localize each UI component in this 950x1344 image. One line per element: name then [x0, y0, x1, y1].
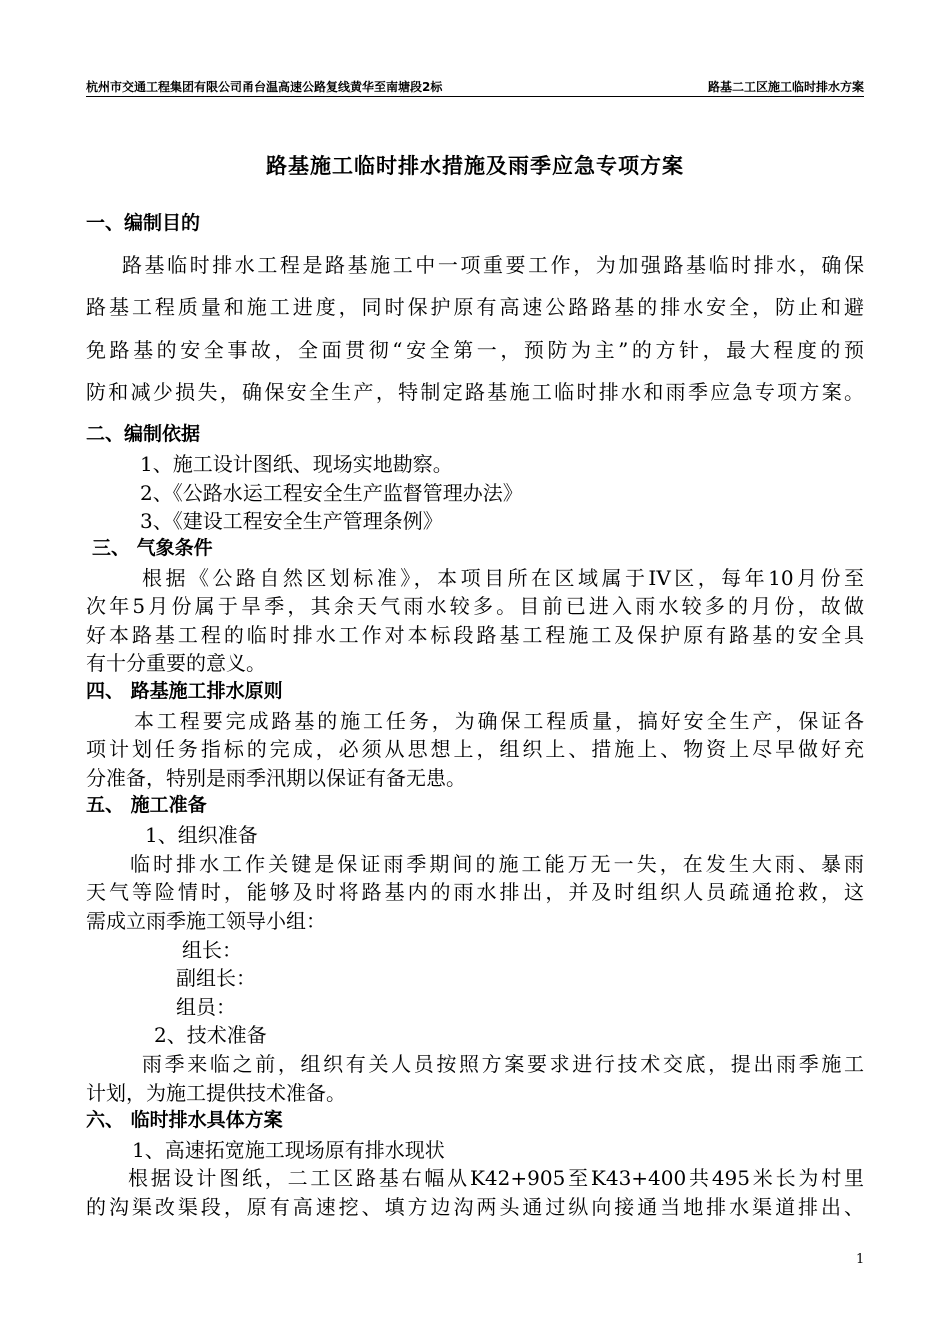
section-heading-3: 三、 气象条件 [92, 537, 213, 559]
document-title: 路基施工临时排水措施及雨季应急专项方案 [266, 154, 684, 178]
section-heading-5: 五、 施工准备 [86, 794, 207, 816]
page-number: 1 [856, 1252, 865, 1267]
paragraph-line: 分准备，特别是雨季汛期以保证有备无患。 [86, 766, 466, 790]
page-header [86, 76, 864, 97]
paragraph-line: 根据设计图纸，二工区路基右幅从K42+905至K43+400共495米长为村里 [128, 1166, 864, 1190]
subsection-heading: 1、高速拓宽施工现场原有排水现状 [132, 1138, 445, 1162]
paragraph-line: 天气等险情时，能够及时将路基内的雨水排出，并及时组织人员疏通抢救，这 [86, 880, 864, 904]
header-doc-title: 路基二工区施工临时排水方案 [707, 80, 864, 94]
paragraph-line: 临时排水工作关键是保证雨季期间的施工能万无一失，在发生大雨、暴雨 [130, 852, 864, 876]
section-heading-2: 二、编制依据 [86, 423, 201, 445]
paragraph-line: 需成立雨季施工领导小组： [86, 909, 326, 933]
paragraph-line: 防和减少损失，确保安全生产，特制定路基施工临时排水和雨季应急专项方案。 [86, 380, 864, 404]
paragraph-line: 的沟渠改渠段，原有高速挖、填方边沟两头通过纵向接通当地排水渠道排出、 [86, 1195, 864, 1219]
group-leader-label: 组长： [182, 938, 242, 962]
list-item: 1、施工设计图纸、现场实地勘察。 [140, 452, 453, 476]
paragraph-line: 有十分重要的意义。 [86, 651, 266, 675]
paragraph-line: 路基临时排水工程是路基施工中一项重要工作，为加强路基临时排水，确保 [122, 253, 864, 277]
paragraph-line: 好本路基工程的临时排水工作对本标段路基工程施工及保护原有路基的安全具 [86, 623, 864, 647]
paragraph-line: 免路基的安全事故，全面贯彻“安全第一，预防为主”的方针，最大程度的预 [86, 338, 864, 362]
paragraph-line: 路基工程质量和施工进度，同时保护原有高速公路路基的排水安全，防止和避 [86, 295, 864, 319]
subsection-heading: 1、组织准备 [145, 823, 258, 847]
section-heading-1: 一、编制目的 [86, 212, 201, 234]
paragraph-line: 项计划任务指标的完成，必须从思想上，组织上、措施上、物资上尽早做好充 [86, 737, 864, 761]
deputy-leader-label: 副组长： [176, 966, 256, 990]
header-company: 杭州市交通工程集团有限公司甬台温高速公路复线黄华至南塘段2标 [86, 80, 443, 94]
section-heading-4: 四、 路基施工排水原则 [86, 680, 283, 702]
members-label: 组员： [176, 995, 236, 1019]
paragraph-line: 本工程要完成路基的施工任务，为确保工程质量，搞好安全生产，保证各 [134, 709, 864, 733]
list-item: 3、《建设工程安全生产管理条例》 [140, 509, 443, 533]
paragraph-line: 计划，为施工提供技术准备。 [86, 1081, 346, 1105]
subsection-heading: 2、技术准备 [154, 1023, 267, 1047]
paragraph-line: 根据《公路自然区划标准》，本项目所在区域属于IV区，每年10月份至 [142, 566, 864, 590]
paragraph-line: 雨季来临之前，组织有关人员按照方案要求进行技术交底，提出雨季施工 [142, 1052, 864, 1076]
list-item: 2、《公路水运工程安全生产监督管理办法》 [140, 481, 523, 505]
section-heading-6: 六、 临时排水具体方案 [86, 1109, 283, 1131]
paragraph-line: 次年5月份属于旱季，其余天气雨水较多。目前已进入雨水较多的月份，故做 [86, 594, 864, 618]
